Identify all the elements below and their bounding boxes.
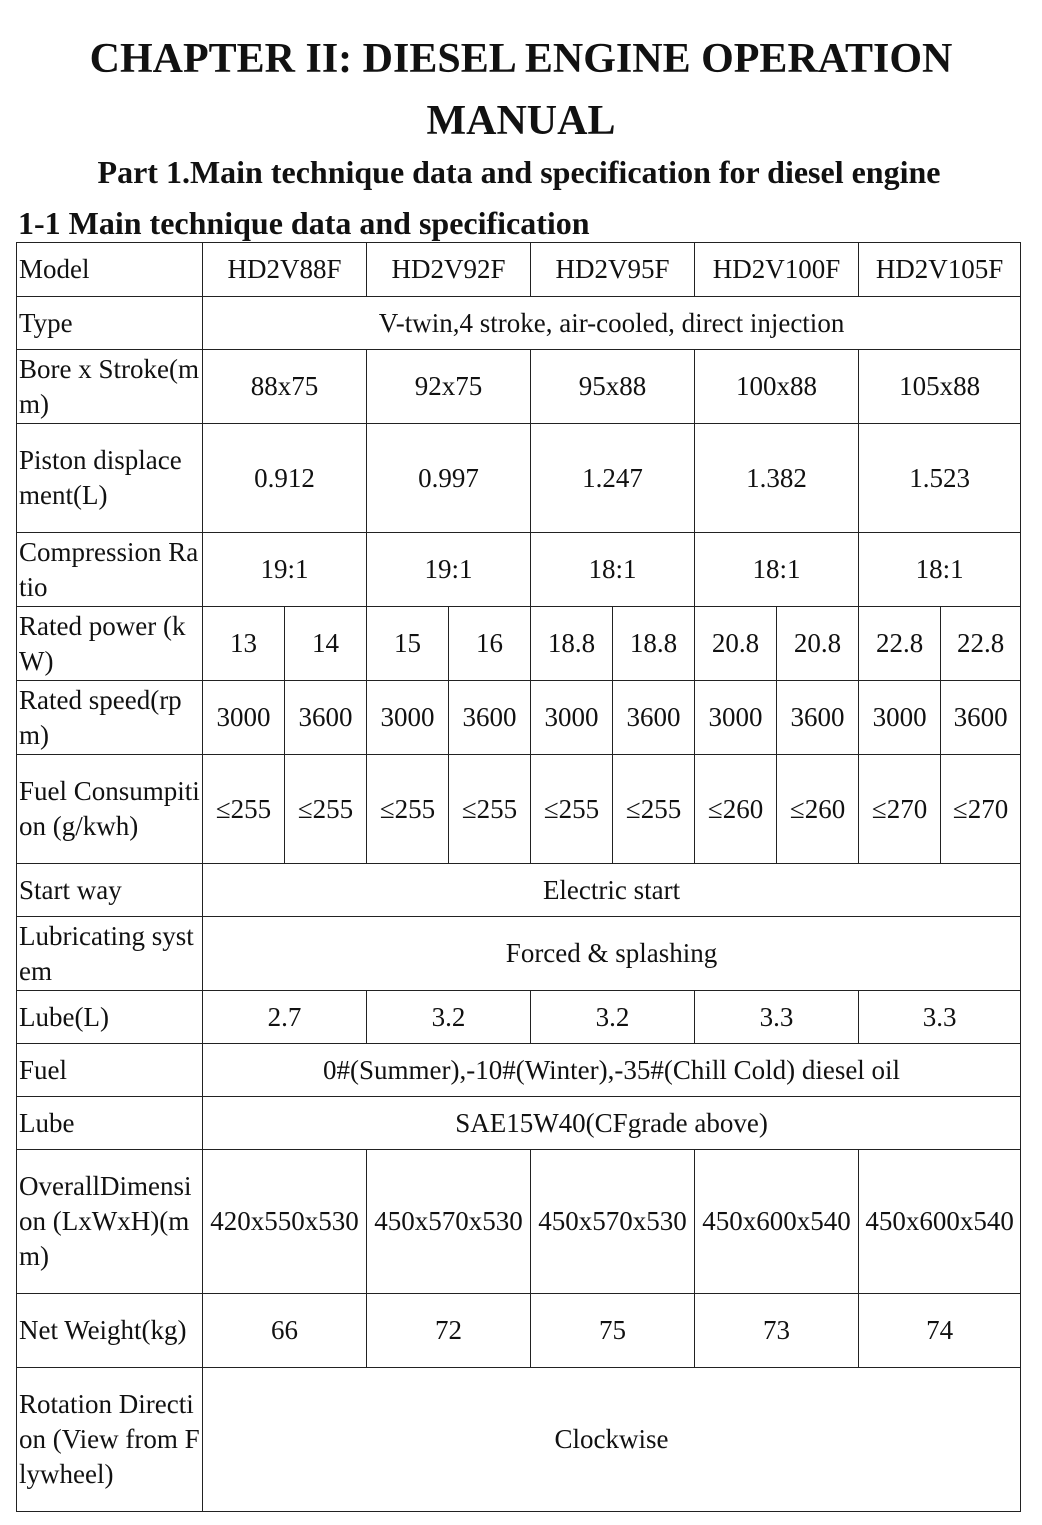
- row-label-rotation: Rotation Direction (View from Flywheel): [17, 1368, 203, 1512]
- row-label-type: Type: [17, 297, 203, 350]
- row-label-lube-volume: Lube(L): [17, 991, 203, 1044]
- dimension-cell: 450x570x530: [531, 1150, 695, 1294]
- rated-speed-cell: 3000: [695, 681, 777, 755]
- row-dimension: [17, 1150, 1021, 1294]
- row-label-lubricating: Lubricating system: [17, 917, 203, 991]
- section-title: 1-1 Main technique data and specification: [18, 205, 590, 241]
- rated-power-cell: 18.8: [613, 607, 695, 681]
- model-cell: HD2V100F: [695, 243, 859, 297]
- fuel-consumption-cell: ≤255: [531, 755, 613, 864]
- rated-power-cell: 14: [285, 607, 367, 681]
- fuel-consumption-cell: ≤255: [367, 755, 449, 864]
- row-label-displacement: Piston displacement(L): [17, 424, 203, 533]
- net-weight-cell: 75: [531, 1294, 695, 1368]
- rated-power-cell: 18.8: [531, 607, 613, 681]
- row-type: [17, 297, 1021, 350]
- row-model: [17, 243, 1021, 297]
- rated-speed-cell: 3000: [531, 681, 613, 755]
- row-rated-speed: [17, 681, 1021, 755]
- chapter-title: CHAPTER II: DIESEL ENGINE OPERATION MANUAL: [89, 36, 953, 144]
- row-displacement: [17, 424, 1021, 533]
- row-label-rated-power: Rated power (kW): [17, 607, 203, 681]
- row-rotation: [17, 1368, 1021, 1512]
- fuel-consumption-cell: ≤260: [777, 755, 859, 864]
- rated-speed-cell: 3600: [449, 681, 531, 755]
- lube-volume-cell: 2.7: [203, 991, 367, 1044]
- row-start-way: [17, 864, 1021, 917]
- row-label-net-weight: Net Weight(kg): [17, 1294, 203, 1368]
- rated-speed-cell: 3600: [613, 681, 695, 755]
- net-weight-cell: 73: [695, 1294, 859, 1368]
- lube-volume-cell: 3.3: [695, 991, 859, 1044]
- net-weight-cell: 74: [859, 1294, 1021, 1368]
- rated-power-cell: 20.8: [695, 607, 777, 681]
- fuel-consumption-cell: ≤255: [203, 755, 285, 864]
- lube-volume-cell: 3.2: [531, 991, 695, 1044]
- fuel-value: 0#(Summer),-10#(Winter),-35#(Chill Cold) diesel oil: [203, 1044, 1021, 1097]
- model-cell: HD2V88F: [203, 243, 367, 297]
- dimension-cell: 450x570x530: [367, 1150, 531, 1294]
- row-label-rated-speed: Rated speed(rpm): [17, 681, 203, 755]
- dimension-cell: 420x550x530: [203, 1150, 367, 1294]
- model-cell: HD2V95F: [531, 243, 695, 297]
- bore-stroke-cell: 92x75: [367, 350, 531, 424]
- fuel-consumption-cell: ≤255: [449, 755, 531, 864]
- row-label-lube: Lube: [17, 1097, 203, 1150]
- model-cell: HD2V105F: [859, 243, 1021, 297]
- compression-cell: 19:1: [367, 533, 531, 607]
- net-weight-cell: 72: [367, 1294, 531, 1368]
- dimension-cell: 450x600x540: [695, 1150, 859, 1294]
- lubricating-value: Forced & splashing: [203, 917, 1021, 991]
- spec-table: [16, 242, 1021, 1512]
- displacement-cell: 1.247: [531, 424, 695, 533]
- fuel-consumption-cell: ≤255: [285, 755, 367, 864]
- rated-power-cell: 20.8: [777, 607, 859, 681]
- rated-speed-cell: 3600: [941, 681, 1021, 755]
- displacement-cell: 1.382: [695, 424, 859, 533]
- row-lube-volume: [17, 991, 1021, 1044]
- fuel-consumption-cell: ≤255: [613, 755, 695, 864]
- compression-cell: 18:1: [695, 533, 859, 607]
- row-compression: [17, 533, 1021, 607]
- rated-power-cell: 16: [449, 607, 531, 681]
- fuel-consumption-cell: ≤260: [695, 755, 777, 864]
- type-value: V-twin,4 stroke, air-cooled, direct injection: [203, 297, 1021, 350]
- displacement-cell: 0.912: [203, 424, 367, 533]
- row-label-model: Model: [17, 243, 203, 297]
- row-fuel: [17, 1044, 1021, 1097]
- displacement-cell: 0.997: [367, 424, 531, 533]
- rated-speed-cell: 3600: [777, 681, 859, 755]
- bore-stroke-cell: 95x88: [531, 350, 695, 424]
- fuel-consumption-cell: ≤270: [941, 755, 1021, 864]
- row-label-fuel-consumption: Fuel Consumpition (g/kwh): [17, 755, 203, 864]
- row-lube: [17, 1097, 1021, 1150]
- row-lubricating: [17, 917, 1021, 991]
- row-label-start-way: Start way: [17, 864, 203, 917]
- compression-cell: 19:1: [203, 533, 367, 607]
- dimension-cell: 450x600x540: [859, 1150, 1021, 1294]
- rated-speed-cell: 3000: [859, 681, 941, 755]
- model-cell: HD2V92F: [367, 243, 531, 297]
- row-rated-power: [17, 607, 1021, 681]
- displacement-cell: 1.523: [859, 424, 1021, 533]
- rated-power-cell: 15: [367, 607, 449, 681]
- row-label-dimension: OverallDimension (LxWxH)(mm): [17, 1150, 203, 1294]
- rated-power-cell: 13: [203, 607, 285, 681]
- row-bore-stroke: [17, 350, 1021, 424]
- part-title: Part 1.Main technique data and specification for diesel engine: [97, 154, 941, 190]
- rated-speed-cell: 3000: [203, 681, 285, 755]
- lube-value: SAE15W40(CFgrade above): [203, 1097, 1021, 1150]
- row-label-fuel: Fuel: [17, 1044, 203, 1097]
- start-way-value: Electric start: [203, 864, 1021, 917]
- bore-stroke-cell: 105x88: [859, 350, 1021, 424]
- net-weight-cell: 66: [203, 1294, 367, 1368]
- rated-speed-cell: 3000: [367, 681, 449, 755]
- rated-power-cell: 22.8: [859, 607, 941, 681]
- compression-cell: 18:1: [531, 533, 695, 607]
- row-fuel-consumption: [17, 755, 1021, 864]
- row-label-compression: Compression Ratio: [17, 533, 203, 607]
- bore-stroke-cell: 100x88: [695, 350, 859, 424]
- lube-volume-cell: 3.3: [859, 991, 1021, 1044]
- compression-cell: 18:1: [859, 533, 1021, 607]
- lube-volume-cell: 3.2: [367, 991, 531, 1044]
- rotation-value: Clockwise: [203, 1368, 1021, 1512]
- row-label-bore-stroke: Bore x Stroke(mm): [17, 350, 203, 424]
- rated-power-cell: 22.8: [941, 607, 1021, 681]
- rated-speed-cell: 3600: [285, 681, 367, 755]
- bore-stroke-cell: 88x75: [203, 350, 367, 424]
- row-net-weight: [17, 1294, 1021, 1368]
- fuel-consumption-cell: ≤270: [859, 755, 941, 864]
